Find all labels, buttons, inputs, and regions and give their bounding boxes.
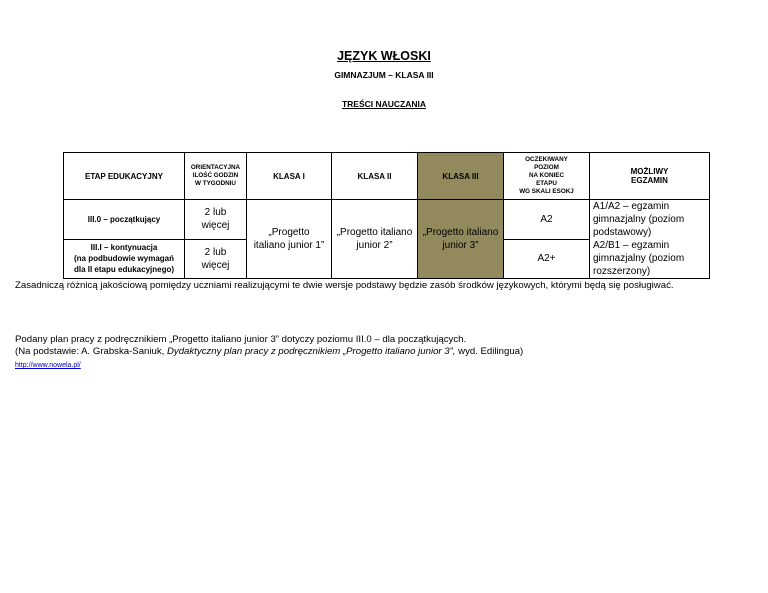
header-hours	[185, 153, 247, 200]
exam-line: gimnazjalny (poziom	[593, 253, 685, 264]
header-hours-line: W TYGODNIU	[195, 180, 236, 187]
exam-line: podstawowy)	[593, 227, 652, 238]
hours-line: 2 lub	[204, 246, 227, 258]
stage-line: III.I – kontynuacja	[90, 243, 158, 253]
header-level	[504, 153, 590, 200]
exam-cell	[590, 200, 710, 279]
hours-cell	[185, 239, 247, 279]
header-exam-line: MOŻLIWY	[630, 167, 669, 176]
book-line: „Progetto italiano	[422, 227, 499, 238]
hours-line: więcej	[201, 259, 230, 271]
exam-line: A2/B1 – egzamin	[593, 240, 670, 251]
stage-line: (na podbudowie wymagań	[73, 254, 174, 264]
header-klasa-3: KLASA III	[418, 153, 504, 200]
book-line: „Progetto italiano	[336, 227, 413, 238]
stage-cell	[64, 239, 185, 279]
level-cell: A2+	[504, 239, 590, 279]
page-title: JĘZYK WŁOSKI	[337, 49, 431, 63]
hours-line: 2 lub	[204, 207, 227, 219]
exam-line: A1/A2 – egzamin	[593, 201, 670, 212]
section-heading: TREŚCI NAUCZANIA	[341, 99, 427, 109]
header-klasa-2: KLASA II	[332, 153, 418, 200]
header-level-line: ETAPU	[536, 180, 557, 187]
header-level-line: POZIOM	[534, 164, 559, 171]
header-level-line: OCZEKIWANY	[525, 156, 568, 163]
hours-line: więcej	[201, 220, 230, 232]
header-level-line: WG SKALI ESOKJ	[519, 188, 574, 195]
exam-line: rozszerzony)	[593, 266, 651, 277]
book-line: „Progetto	[268, 227, 310, 238]
header-klasa-1: KLASA I	[247, 153, 332, 200]
book-line: junior 2”	[356, 240, 393, 251]
book-klasa-1	[247, 200, 332, 279]
source-title: Dydaktyczny plan pracy z podręcznikiem „Progetto italiano junior 3”,	[166, 346, 456, 357]
table-row	[64, 200, 710, 240]
stage-line: III.0 – początkujący	[87, 214, 161, 224]
paragraph-difference: Zasadniczą różnicą jakościową pomiędzy uczniami realizującymi te dwie wersje podstawy będzie zasób środków językowych, którymi będą się posługiwać.	[15, 280, 674, 291]
hours-cell	[185, 200, 247, 240]
book-line: junior 3”	[442, 240, 479, 251]
page-subtitle: GIMNAZJUM – KLASA III	[334, 70, 434, 80]
header-exam	[590, 153, 710, 200]
level-cell: A2	[504, 200, 590, 240]
stage-line: dla II etapu edukacyjnego)	[73, 265, 175, 275]
exam-line: gimnazjalny (poziom	[593, 214, 685, 225]
paragraph-source	[15, 346, 523, 358]
table-header-row	[64, 153, 710, 200]
nowela-link[interactable]: http://www.nowela.pl/	[15, 362, 81, 369]
curriculum-table	[63, 152, 710, 279]
header-exam-line: EGZAMIN	[631, 176, 668, 185]
header-hours-line: ORIENTACYJNA	[190, 164, 241, 171]
stage-cell	[64, 200, 185, 240]
header-hours-line: ILOŚĆ GODZIN	[192, 172, 239, 179]
book-klasa-2	[332, 200, 418, 279]
paragraph-plan: Podany plan pracy z podręcznikiem „Progetto italiano junior 3” dotyczy poziomu III.0 – dla początkujących.	[15, 334, 467, 345]
book-line: italiano junior 1”	[253, 240, 325, 251]
source-suffix: wyd. Edilingua)	[455, 346, 524, 357]
header-level-line: NA KONIEC	[528, 172, 565, 179]
header-stage: ETAP EDUKACYJNY	[64, 153, 185, 200]
book-klasa-3	[418, 200, 504, 279]
source-prefix: (Na podstawie: A. Grabska-Saniuk,	[15, 346, 167, 357]
